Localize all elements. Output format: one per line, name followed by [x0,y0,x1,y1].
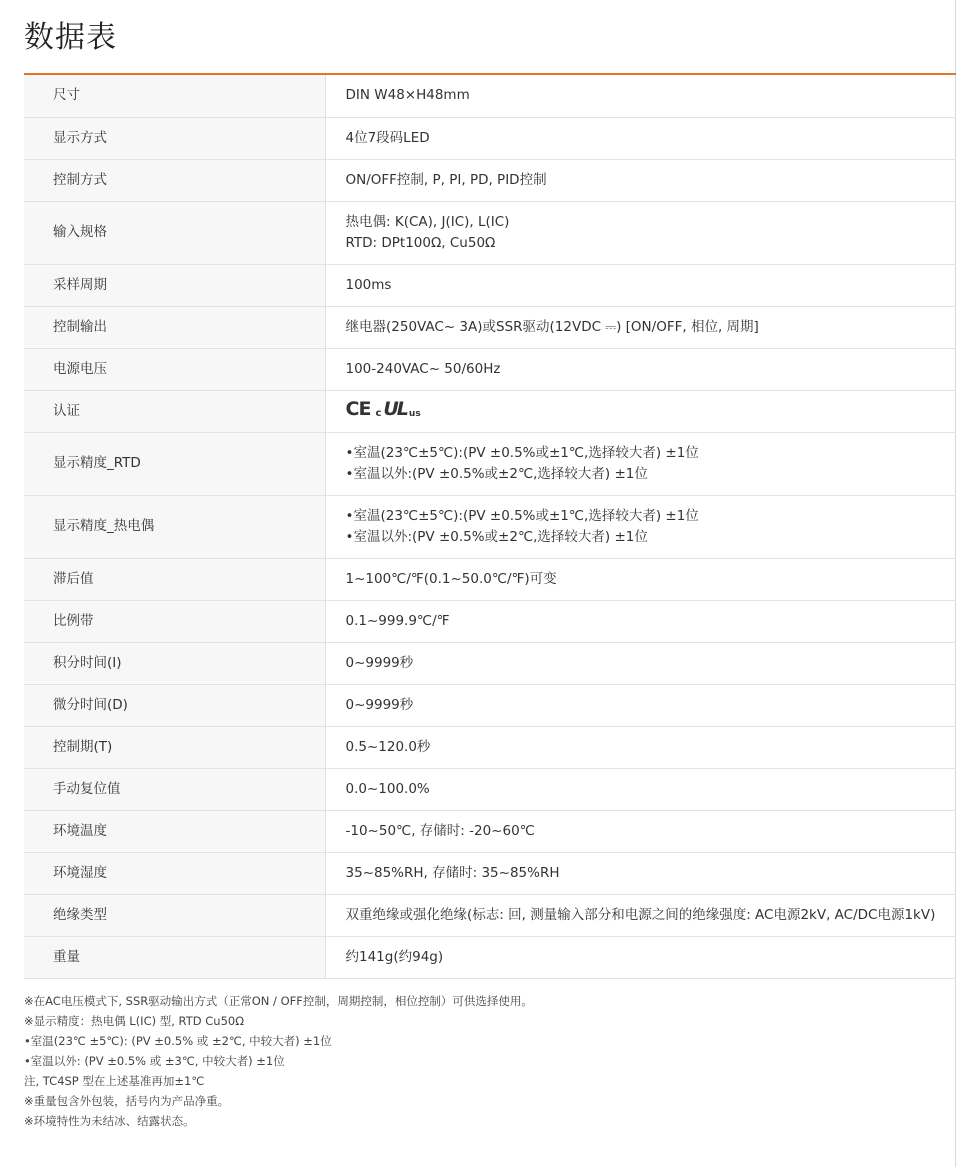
spec-label: 积分时间(I) [24,642,325,684]
ul-mark-icon: UL [383,398,407,420]
spec-value [325,558,956,600]
table-row [24,159,956,201]
spec-label: 尺寸 [24,75,325,117]
spec-value-line: RTD: DPt100Ω, Cu50Ω [345,234,496,251]
spec-label: 微分时间(D) [24,684,325,726]
certification-logos-icon [346,400,421,419]
footnote-line: ※环境特性为未结冰、结露状态。 [24,1114,195,1128]
spec-value-line: 双重绝缘或强化绝缘(标志: 回, 测量输入部分和电源之间的绝缘强度: AC电源2kV, AC/DC电源1kV) [345,906,936,923]
spec-table [24,75,956,979]
table-row [24,894,956,936]
table-row [24,117,956,159]
spec-value [325,159,956,201]
table-row [24,768,956,810]
us-mark-icon: us [408,409,421,419]
spec-label: 比例带 [24,600,325,642]
spec-value [325,306,956,348]
spec-value [325,894,956,936]
spec-label: 电源电压 [24,348,325,390]
table-row [24,201,956,264]
spec-value-line: 1~100℃/℉(0.1~50.0℃/℉)可变 [345,570,557,587]
spec-value-line: 热电偶: K(CA), J(IC), L(IC) [345,213,510,230]
table-row [24,432,956,495]
table-row [24,642,956,684]
spec-label: 显示精度_热电偶 [24,495,325,558]
footnote-line: 注, TC4SP 型在上述基准再加±1℃ [24,1074,205,1088]
table-row [24,852,956,894]
spec-label: 重量 [24,936,325,978]
footnote-line: ※重量包含外包装，括号内为产品净重。 [24,1094,230,1108]
table-row [24,936,956,978]
spec-label: 控制输出 [24,306,325,348]
spec-value-line: 100-240VAC~ 50/60Hz [345,360,501,377]
table-row [24,684,956,726]
spec-value-line: 继电器(250VAC~ 3A)或SSR驱动(12VDC ⎓) [ON/OFF, 相位, 周期] [345,318,759,335]
spec-label: 滞后值 [24,558,325,600]
spec-value [325,810,956,852]
spec-value [325,432,956,495]
spec-value [325,684,956,726]
spec-label: 控制期(T) [24,726,325,768]
spec-label: 手动复位值 [24,768,325,810]
spec-label: 环境湿度 [24,852,325,894]
ce-mark-icon: CE [345,398,371,420]
spec-value-line: •室温以外:(PV ±0.5%或±2℃,选择较大者) ±1位 [345,528,648,545]
table-row [24,495,956,558]
footnote-line: •室温以外: (PV ±0.5% 或 ±3℃, 中较大者) ±1位 [24,1054,285,1068]
spec-label: 环境温度 [24,810,325,852]
spec-value-line: ON/OFF控制, P, PI, PD, PID控制 [345,171,547,188]
spec-value [325,642,956,684]
spec-value-line: -10~50℃, 存储时: -20~60℃ [345,822,535,839]
spec-label: 显示方式 [24,117,325,159]
spec-value [325,390,956,432]
spec-value [325,117,956,159]
table-row [24,600,956,642]
table-row [24,264,956,306]
table-row [24,390,956,432]
footnote-line: ※在AC电压模式下, SSR驱动输出方式（正常ON / OFF控制，周期控制，相位控制）可供选择使用。 [24,994,533,1008]
table-row [24,810,956,852]
spec-value-line: 0~9999秒 [345,654,414,671]
spec-value-line: 35~85%RH, 存储时: 35~85%RH [345,864,560,881]
c-mark-icon: c [375,408,382,419]
spec-value-line: DIN W48×H48mm [345,87,470,104]
spec-label: 绝缘类型 [24,894,325,936]
footnote-line: •室温(23℃ ±5℃): (PV ±0.5% 或 ±2℃, 中较大者) ±1位 [24,1034,332,1048]
spec-value-line: 0~9999秒 [345,696,414,713]
spec-label: 输入规格 [24,201,325,264]
footnote-line: ※显示精度：热电偶 L(IC) 型, RTD Cu50Ω [24,1014,244,1028]
table-row [24,558,956,600]
spec-value-line: 0.1~999.9℃/℉ [345,612,450,629]
spec-value [325,852,956,894]
table-row [24,75,956,117]
spec-value [325,264,956,306]
footnotes [24,991,944,1131]
spec-value [325,348,956,390]
spec-value-line: •室温以外:(PV ±0.5%或±2℃,选择较大者) ±1位 [345,465,648,482]
spec-value-line: 0.0~100.0% [345,780,430,797]
table-row [24,348,956,390]
spec-label: 采样周期 [24,264,325,306]
spec-value [325,768,956,810]
spec-value [325,75,956,117]
spec-value-line: 0.5~120.0秒 [345,738,431,755]
spec-value [325,201,956,264]
spec-value-line: 4位7段码LED [345,129,430,146]
page-title: 数据表 [24,20,117,55]
table-row [24,726,956,768]
spec-label: 显示精度_RTD [24,432,325,495]
spec-value [325,726,956,768]
spec-value [325,936,956,978]
spec-value-line: •室温(23℃±5℃):(PV ±0.5%或±1℃,选择较大者) ±1位 [345,444,699,461]
spec-label: 认证 [24,390,325,432]
spec-value [325,495,956,558]
spec-value-line: 100ms [345,276,392,293]
spec-value-line: •室温(23℃±5℃):(PV ±0.5%或±1℃,选择较大者) ±1位 [345,507,699,524]
spec-label: 控制方式 [24,159,325,201]
spec-value-line: 约141g(约94g) [345,948,444,965]
table-row [24,306,956,348]
spec-value [325,600,956,642]
